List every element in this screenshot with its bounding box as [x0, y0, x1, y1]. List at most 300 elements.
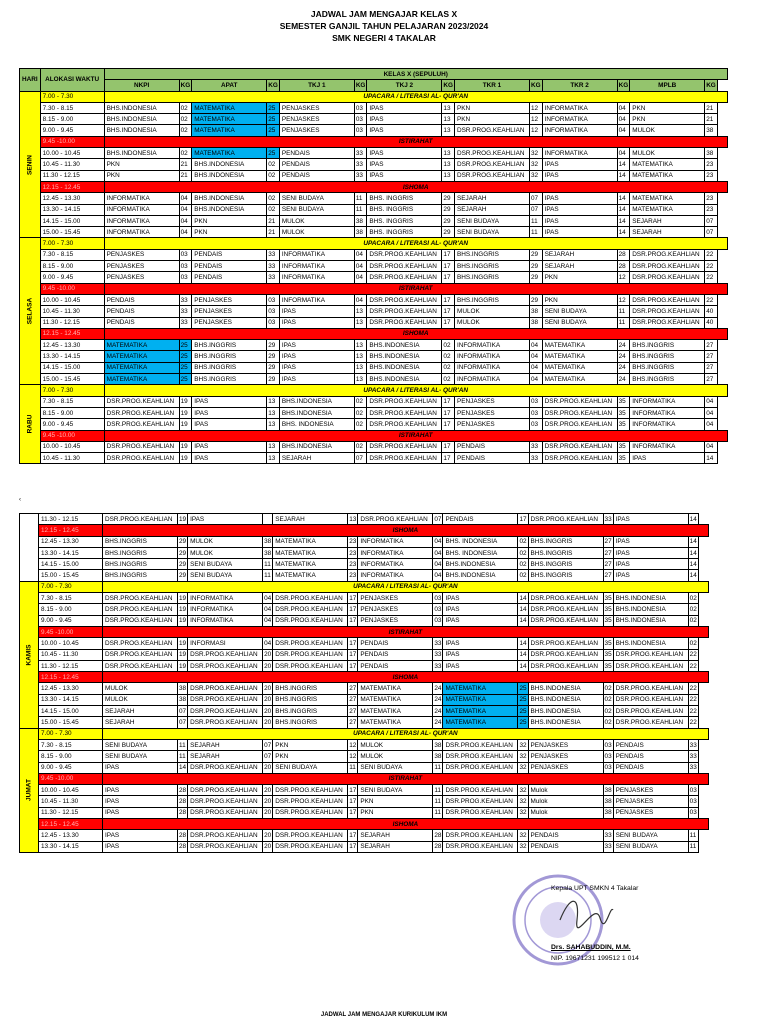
- teacher-code-cell: 04: [705, 407, 718, 418]
- teacher-code-cell: 03: [603, 762, 613, 773]
- col-kg: KG: [442, 80, 455, 91]
- subject-cell: DSR.PROG.KEAHLIAN: [358, 514, 433, 525]
- teacher-code-cell: 28: [178, 807, 188, 818]
- teacher-code-cell: 19: [178, 615, 188, 626]
- teacher-code-cell: 13: [267, 441, 280, 452]
- teacher-code-cell: 07: [705, 215, 718, 226]
- teacher-code-cell: 04: [179, 193, 192, 204]
- teacher-code-cell: 29: [178, 570, 188, 581]
- time-slot: 12.45 - 13.30: [40, 340, 104, 351]
- teacher-code-cell: 03: [530, 407, 543, 418]
- time-slot: 12.45 - 13.30: [39, 536, 103, 547]
- subject-cell: SENI BUDAYA: [358, 762, 433, 773]
- teacher-code-cell: 33: [433, 649, 443, 660]
- subject-cell: IPAS: [630, 453, 705, 464]
- teacher-code-cell: 28: [617, 261, 630, 272]
- teacher-code-cell: 33: [603, 514, 613, 525]
- teacher-code-cell: 19: [179, 407, 192, 418]
- teacher-code-cell: 04: [530, 351, 543, 362]
- table-row: [20, 683, 709, 694]
- subject-cell: IPAS: [279, 317, 354, 328]
- teacher-code-cell: 14: [688, 559, 698, 570]
- teacher-code-cell: 29: [442, 193, 455, 204]
- table-row: [20, 385, 728, 396]
- subject-cell: IPAS: [103, 807, 178, 818]
- teacher-code-cell: 24: [433, 683, 443, 694]
- subject-cell: PENJASKES: [279, 125, 354, 136]
- teacher-code-cell: 38: [705, 148, 718, 159]
- subject-cell: IPAS: [443, 638, 518, 649]
- teacher-code-cell: 03: [688, 807, 698, 818]
- header-semester: SEMESTER GANJIL TAHUN PELAJARAN 2023/2024: [279, 21, 489, 31]
- teacher-code-cell: 19: [178, 649, 188, 660]
- subject-cell: BHS. INDONESIA: [443, 536, 518, 547]
- subject-cell: DSR.PROG.KEAHLIAN: [188, 706, 263, 717]
- header-school: SMK NEGERI 4 TAKALAR: [332, 33, 436, 43]
- table-row: [20, 807, 709, 818]
- col-kg: KG: [617, 80, 630, 91]
- schedule-table-top: [19, 68, 728, 464]
- subject-cell: IPAS: [279, 362, 354, 373]
- teacher-code-cell: 20: [263, 649, 273, 660]
- teacher-code-cell: 38: [603, 796, 613, 807]
- table-row: [20, 181, 728, 192]
- subject-cell: BHS.INDONESIA: [367, 340, 442, 351]
- teacher-code-cell: 14: [617, 204, 630, 215]
- time-slot: 10.00 - 10.45: [40, 148, 104, 159]
- subject-cell: DSR.PROG.KEAHLIAN: [528, 514, 603, 525]
- time-slot: 9.45 -10.00: [39, 773, 103, 784]
- subject-cell: BHS.INDONESIA: [104, 102, 179, 113]
- subject-cell: BHS.INGGRIS: [455, 294, 530, 305]
- teacher-code-cell: 13: [267, 419, 280, 430]
- teacher-code-cell: 11: [617, 317, 630, 328]
- upacara-banner: UPACARA / LITERASI AL- QUR'AN: [104, 91, 727, 102]
- teacher-code-cell: 11: [433, 796, 443, 807]
- subject-cell: SENI BUDAYA: [613, 830, 688, 841]
- teacher-code-cell: 02: [603, 694, 613, 705]
- day-cell: [20, 385, 41, 464]
- teacher-code-cell: 38: [705, 125, 718, 136]
- teacher-code-cell: 22: [705, 272, 718, 283]
- subject-cell: DSR.PROG.KEAHLIAN: [188, 785, 263, 796]
- teacher-code-cell: 24: [617, 374, 630, 385]
- teacher-code-cell: 29: [530, 261, 543, 272]
- time-slot: 9.00 - 9.45: [40, 272, 104, 283]
- teacher-code-cell: 21: [705, 102, 718, 113]
- teacher-code-cell: 17: [348, 796, 358, 807]
- teacher-code-cell: 07: [354, 453, 367, 464]
- subject-cell: BHS.INDONESIA: [443, 559, 518, 570]
- table-row: [20, 660, 709, 671]
- subject-cell: BHS.INDONESIA: [192, 170, 267, 181]
- teacher-code-cell: 24: [617, 340, 630, 351]
- time-slot: 7.00 - 7.30: [39, 728, 103, 739]
- teacher-code-cell: 04: [354, 261, 367, 272]
- subject-cell: IPAS: [542, 193, 617, 204]
- subject-cell: PENJASKES: [613, 807, 688, 818]
- subject-cell: IPAS: [613, 559, 688, 570]
- teacher-code-cell: 11: [530, 215, 543, 226]
- teacher-code-cell: 11: [178, 739, 188, 750]
- teacher-code-cell: 14: [518, 649, 528, 660]
- table-row: [20, 739, 709, 750]
- time-slot: 10.00 - 10.45: [39, 638, 103, 649]
- subject-cell: BHS. INDONESIA: [279, 419, 354, 430]
- teacher-code-cell: 33: [267, 249, 280, 260]
- teacher-code-cell: 20: [263, 694, 273, 705]
- subject-cell: Mulok: [528, 785, 603, 796]
- teacher-code-cell: 02: [442, 362, 455, 373]
- subject-cell: INFORMATIKA: [279, 249, 354, 260]
- table-row: [20, 362, 728, 373]
- time-slot: 9.00 - 9.45: [40, 419, 104, 430]
- subject-cell: DSR.PROG.KEAHLIAN: [542, 453, 617, 464]
- teacher-code-cell: 02: [179, 114, 192, 125]
- teacher-code-cell: 32: [518, 739, 528, 750]
- subject-cell: DSR.PROG.KEAHLIAN: [367, 419, 442, 430]
- subject-cell: PENDAIS: [358, 649, 433, 660]
- subject-cell: BHS.INGGRIS: [103, 559, 178, 570]
- subject-cell: IPAS: [279, 340, 354, 351]
- teacher-code-cell: 24: [433, 717, 443, 728]
- subject-cell: INFORMATIKA: [279, 261, 354, 272]
- subject-cell: DSR.PROG.KEAHLIAN: [528, 615, 603, 626]
- subject-cell: DSR.PROG.KEAHLIAN: [367, 249, 442, 260]
- teacher-code-cell: 03: [530, 419, 543, 430]
- table-row: [20, 136, 728, 147]
- subject-cell: DSR.PROG.KEAHLIAN: [630, 261, 705, 272]
- subject-cell: DSR.PROG.KEAHLIAN: [103, 604, 178, 615]
- teacher-code-cell: 33: [354, 170, 367, 181]
- subject-cell: PKN: [273, 739, 348, 750]
- subject-cell: MATEMATIKA: [443, 694, 518, 705]
- teacher-code-cell: 11: [688, 841, 698, 852]
- teacher-code-cell: 35: [603, 593, 613, 604]
- subject-cell: BHS.INGGRIS: [630, 374, 705, 385]
- teacher-code-cell: 14: [518, 638, 528, 649]
- subject-cell: BHS.INGGRIS: [192, 351, 267, 362]
- teacher-code-cell: 04: [179, 215, 192, 226]
- subject-cell: DSR.PROG.KEAHLIAN: [542, 441, 617, 452]
- teacher-code-cell: 17: [442, 306, 455, 317]
- subject-cell: IPAS: [192, 441, 267, 452]
- subject-cell: DSR.PROG.KEAHLIAN: [528, 649, 603, 660]
- table-row: [20, 547, 709, 558]
- subject-cell: IPAS: [192, 407, 267, 418]
- teacher-code-cell: 20: [263, 796, 273, 807]
- subject-cell: PENJASKES: [279, 114, 354, 125]
- teacher-code-cell: 33: [688, 762, 698, 773]
- teacher-code-cell: 07: [433, 514, 443, 525]
- teacher-code-cell: [263, 514, 273, 525]
- subject-cell: PENDAIS: [455, 441, 530, 452]
- subject-cell: INFORMATIKA: [104, 193, 179, 204]
- table-row: [20, 317, 728, 328]
- teacher-code-cell: 32: [518, 841, 528, 852]
- teacher-code-cell: 04: [433, 547, 443, 558]
- ishoma-banner: ISHOMA: [103, 672, 709, 683]
- teacher-code-cell: 35: [617, 407, 630, 418]
- teacher-code-cell: 03: [530, 396, 543, 407]
- subject-cell: PKN: [455, 102, 530, 113]
- teacher-code-cell: 13: [442, 148, 455, 159]
- teacher-code-cell: 19: [179, 419, 192, 430]
- teacher-code-cell: 02: [354, 407, 367, 418]
- teacher-code-cell: 14: [178, 762, 188, 773]
- teacher-code-cell: 12: [530, 114, 543, 125]
- subject-cell: DSR.PROG.KEAHLIAN: [188, 762, 263, 773]
- table-row: [20, 238, 728, 249]
- teacher-code-cell: 17: [442, 294, 455, 305]
- subject-cell: BHS.INDONESIA: [279, 407, 354, 418]
- table-row: [20, 773, 709, 784]
- subject-cell: DSR.PROG.KEAHLIAN: [367, 261, 442, 272]
- teacher-code-cell: 32: [530, 159, 543, 170]
- teacher-code-cell: 29: [267, 351, 280, 362]
- subject-cell: SENI BUDAYA: [279, 193, 354, 204]
- subject-cell: INFORMATIKA: [455, 351, 530, 362]
- teacher-code-cell: 20: [263, 807, 273, 818]
- subject-cell: IPAS: [443, 649, 518, 660]
- table-row: [20, 193, 728, 204]
- subject-cell: IPAS: [443, 615, 518, 626]
- teacher-code-cell: 38: [530, 317, 543, 328]
- header-row-classes: [20, 80, 728, 91]
- teacher-code-cell: 23: [705, 193, 718, 204]
- time-slot: 7.30 - 8.15: [40, 102, 104, 113]
- table-row: [20, 204, 728, 215]
- table-row: [20, 728, 709, 739]
- subject-cell: PKN: [358, 807, 433, 818]
- subject-cell: IPAS: [103, 796, 178, 807]
- teacher-code-cell: 20: [263, 785, 273, 796]
- subject-cell: DSR.PROG.KEAHLIAN: [528, 604, 603, 615]
- subject-cell: MATEMATIKA: [273, 570, 348, 581]
- teacher-code-cell: 13: [442, 114, 455, 125]
- teacher-code-cell: 23: [705, 170, 718, 181]
- teacher-code-cell: 11: [354, 193, 367, 204]
- subject-cell: MATEMATIKA: [104, 374, 179, 385]
- teacher-code-cell: 02: [518, 536, 528, 547]
- time-slot: 8.15 - 9.00: [39, 751, 103, 762]
- time-slot: 13.30 - 14.15: [40, 351, 104, 362]
- teacher-code-cell: 20: [263, 830, 273, 841]
- subject-cell: PENJASKES: [104, 249, 179, 260]
- teacher-code-cell: 20: [263, 762, 273, 773]
- teacher-code-cell: 22: [688, 694, 698, 705]
- subject-cell: DSR.PROG.KEAHLIAN: [542, 407, 617, 418]
- subject-cell: IPAS: [542, 170, 617, 181]
- ishoma-banner: ISHOMA: [104, 181, 727, 192]
- teacher-code-cell: 35: [603, 638, 613, 649]
- time-slot: 10.45 - 11.30: [39, 796, 103, 807]
- subject-cell: Mulok: [528, 807, 603, 818]
- subject-cell: BHS.INGGRIS: [630, 351, 705, 362]
- teacher-code-cell: 25: [267, 114, 280, 125]
- time-slot: 13.30 - 14.15: [39, 694, 103, 705]
- teacher-code-cell: 19: [178, 593, 188, 604]
- subject-cell: BHS.INGGRIS: [273, 717, 348, 728]
- teacher-code-cell: 03: [603, 739, 613, 750]
- teacher-code-cell: 21: [179, 170, 192, 181]
- subject-cell: DSR.PROG.KEAHLIAN: [273, 593, 348, 604]
- table-row: [20, 762, 709, 773]
- teacher-code-cell: 02: [267, 204, 280, 215]
- subject-cell: DSR.PROG.KEAHLIAN: [367, 306, 442, 317]
- subject-cell: PKN: [273, 751, 348, 762]
- teacher-code-cell: 19: [178, 604, 188, 615]
- teacher-code-cell: 35: [617, 419, 630, 430]
- time-slot: 11.30 - 12.15: [40, 317, 104, 328]
- teacher-code-cell: 14: [617, 159, 630, 170]
- subject-cell: INFORMATIKA: [542, 148, 617, 159]
- table-row: [20, 396, 728, 407]
- subject-cell: SEJARAH: [358, 841, 433, 852]
- day-cell: [20, 238, 41, 385]
- teacher-code-cell: 03: [354, 102, 367, 113]
- subject-cell: DSR.PROG.KEAHLIAN: [103, 593, 178, 604]
- subject-cell: MATEMATIKA: [273, 559, 348, 570]
- subject-cell: INFORMATIKA: [542, 114, 617, 125]
- teacher-code-cell: 02: [603, 706, 613, 717]
- teacher-code-cell: 27: [603, 547, 613, 558]
- time-slot: 13.30 - 14.15: [39, 841, 103, 852]
- teacher-code-cell: 23: [348, 559, 358, 570]
- day-cell: [20, 91, 41, 238]
- teacher-code-cell: 04: [263, 593, 273, 604]
- istirahat-banner: ISTIRAHAT: [104, 283, 727, 294]
- teacher-code-cell: 38: [433, 739, 443, 750]
- subject-cell: IPAS: [367, 114, 442, 125]
- time-slot: 7.30 - 8.15: [40, 249, 104, 260]
- table-row: [20, 841, 709, 852]
- teacher-code-cell: 13: [442, 170, 455, 181]
- subject-cell: PENJASKES: [358, 615, 433, 626]
- teacher-code-cell: 19: [178, 638, 188, 649]
- subject-cell: IPAS: [279, 351, 354, 362]
- subject-cell: INFORMATIKA: [188, 615, 263, 626]
- subject-cell: PENJASKES: [613, 796, 688, 807]
- subject-cell: DSR.PROG.KEAHLIAN: [613, 660, 688, 671]
- signature-title: Kepala UPT SMKN 4 Takalar: [551, 885, 639, 892]
- subject-cell: PENJASKES: [528, 762, 603, 773]
- subject-cell: PENDAIS: [613, 762, 688, 773]
- teacher-code-cell: 11: [354, 204, 367, 215]
- teacher-code-cell: 03: [433, 593, 443, 604]
- subject-cell: BHS.INDONESIA: [613, 604, 688, 615]
- subject-cell: BHS.INDONESIA: [443, 570, 518, 581]
- teacher-code-cell: 12: [617, 294, 630, 305]
- teacher-code-cell: 07: [263, 751, 273, 762]
- page-break-mark: ‹: [19, 497, 21, 503]
- subject-cell: IPAS: [542, 227, 617, 238]
- teacher-code-cell: 25: [518, 694, 528, 705]
- subject-cell: MATEMATIKA: [630, 159, 705, 170]
- time-slot: 10.45 - 11.30: [40, 159, 104, 170]
- teacher-code-cell: 23: [705, 204, 718, 215]
- table-row: [20, 581, 709, 592]
- subject-cell: PENDAIS: [613, 751, 688, 762]
- time-slot: 14.15 - 15.00: [40, 362, 104, 373]
- subject-cell: PKN: [630, 114, 705, 125]
- time-slot: 13.30 - 14.15: [39, 547, 103, 558]
- subject-cell: PENDAIS: [192, 272, 267, 283]
- teacher-code-cell: 17: [442, 396, 455, 407]
- subject-cell: DSR.PROG.KEAHLIAN: [188, 683, 263, 694]
- teacher-code-cell: 22: [688, 649, 698, 660]
- teacher-code-cell: 14: [617, 227, 630, 238]
- subject-cell: BHS.INGGRIS: [103, 536, 178, 547]
- subject-cell: DSR.PROG.KEAHLIAN: [455, 170, 530, 181]
- teacher-code-cell: 29: [530, 249, 543, 260]
- teacher-code-cell: 02: [179, 102, 192, 113]
- subject-cell: DSR.PROG.KEAHLIAN: [367, 396, 442, 407]
- teacher-code-cell: 03: [267, 317, 280, 328]
- subject-cell: PENJASKES: [528, 739, 603, 750]
- teacher-code-cell: 27: [705, 374, 718, 385]
- teacher-code-cell: 04: [530, 362, 543, 373]
- table-row: [20, 796, 709, 807]
- subject-cell: SEJARAH: [542, 261, 617, 272]
- teacher-code-cell: 32: [530, 148, 543, 159]
- subject-cell: DSR.PROG.KEAHLIAN: [542, 419, 617, 430]
- teacher-code-cell: 03: [179, 261, 192, 272]
- time-slot: 8.15 - 9.00: [40, 407, 104, 418]
- teacher-code-cell: 25: [267, 125, 280, 136]
- table-row: [20, 340, 728, 351]
- table-row: [20, 215, 728, 226]
- document-header: [0, 8, 768, 44]
- subject-cell: DSR.PROG.KEAHLIAN: [528, 638, 603, 649]
- subject-cell: DSR.PROG.KEAHLIAN: [188, 660, 263, 671]
- table-row: [20, 407, 728, 418]
- subject-cell: MATEMATIKA: [273, 547, 348, 558]
- subject-cell: IPAS: [192, 396, 267, 407]
- table-row: [20, 351, 728, 362]
- header-title: JADWAL JAM MENGAJAR KELAS X: [310, 9, 458, 19]
- col-alokasi: ALOKASI WAKTU: [40, 69, 104, 92]
- subject-cell: PKN: [104, 159, 179, 170]
- teacher-code-cell: 11: [530, 227, 543, 238]
- subject-cell: MULOK: [630, 148, 705, 159]
- teacher-code-cell: 20: [263, 660, 273, 671]
- subject-cell: MULOK: [279, 227, 354, 238]
- time-slot: 8.15 - 9.00: [40, 114, 104, 125]
- teacher-code-cell: 11: [433, 807, 443, 818]
- subject-cell: DSR.PROG.KEAHLIAN: [104, 396, 179, 407]
- subject-cell: PENJASKES: [528, 751, 603, 762]
- time-slot: 15.00 - 15.45: [40, 227, 104, 238]
- subject-cell: INFORMATIKA: [279, 272, 354, 283]
- teacher-code-cell: 29: [442, 227, 455, 238]
- col-class-nkpi: NKPI: [104, 80, 179, 91]
- subject-cell: IPAS: [367, 102, 442, 113]
- table-row: [20, 227, 728, 238]
- subject-cell: PENJASKES: [192, 306, 267, 317]
- teacher-code-cell: 33: [267, 261, 280, 272]
- subject-cell: IPAS: [367, 125, 442, 136]
- teacher-code-cell: 38: [354, 215, 367, 226]
- subject-cell: PENJASKES: [455, 407, 530, 418]
- subject-cell: MATEMATIKA: [192, 125, 267, 136]
- teacher-code-cell: 38: [263, 547, 273, 558]
- subject-cell: SEJARAH: [630, 215, 705, 226]
- teacher-code-cell: 29: [178, 536, 188, 547]
- teacher-code-cell: 35: [617, 441, 630, 452]
- teacher-code-cell: 27: [348, 683, 358, 694]
- table-row: [20, 615, 709, 626]
